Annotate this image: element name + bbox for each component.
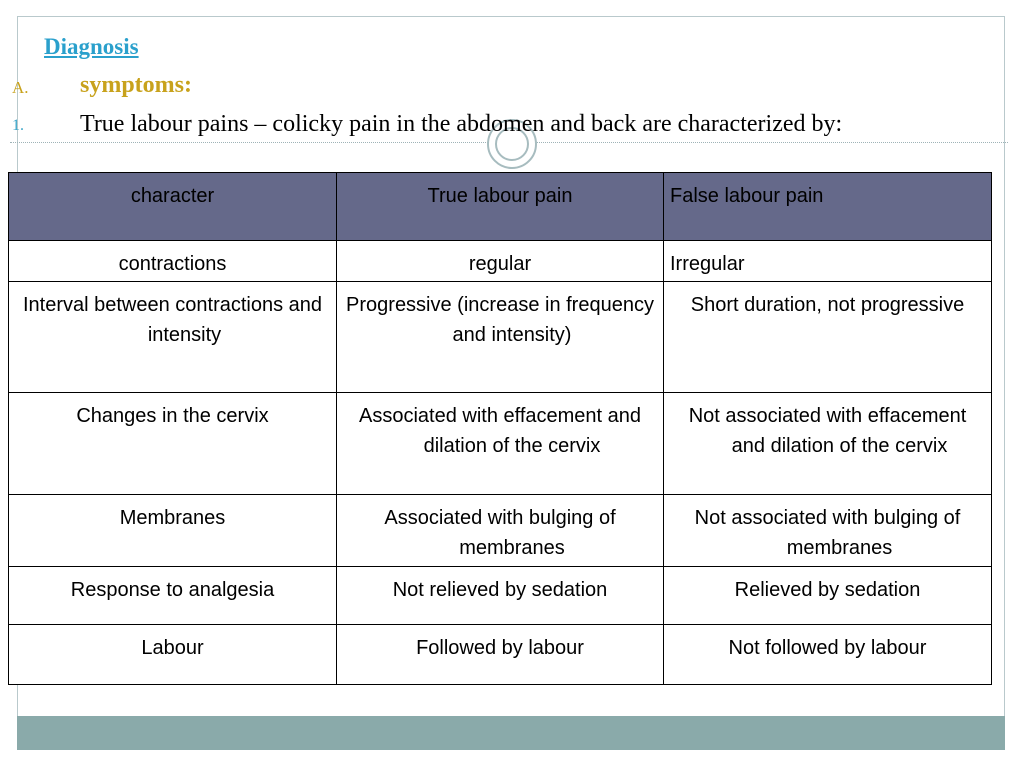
cell-false — [664, 393, 992, 495]
cell-false — [664, 495, 992, 567]
table-row — [9, 241, 992, 282]
cell-false: Relieved by sedation — [664, 567, 992, 625]
cell-text: Short duration, not progressive — [690, 294, 965, 316]
cell-true — [337, 282, 664, 393]
table-row — [9, 393, 992, 495]
cell-text: Interval between contractions and intensity — [22, 294, 323, 346]
cell-character — [9, 282, 337, 393]
table-header-row — [9, 173, 992, 241]
cell-character: Changes in the cervix — [9, 393, 337, 495]
item-marker: 1. — [12, 117, 24, 134]
table-row — [9, 282, 992, 393]
cell-text: Progressive (increase in frequency and intensity) — [346, 294, 654, 346]
table-row — [9, 495, 992, 567]
cell-text: Not associated with bulging of membranes — [694, 507, 961, 559]
cell-false: Irregular — [664, 241, 992, 282]
cell-text: Associated with bulging of membranes — [384, 507, 616, 559]
cell-true — [337, 393, 664, 495]
header-true-labour: True labour pain — [337, 173, 664, 241]
comparison-table — [8, 172, 992, 685]
cell-false — [664, 282, 992, 393]
cell-character: contractions — [9, 241, 337, 282]
cell-true: Followed by labour — [337, 625, 664, 685]
cell-true — [337, 495, 664, 567]
cell-text: Not associated with effacement and dilation of the cervix — [688, 405, 967, 457]
table-row — [9, 567, 992, 625]
table-row — [9, 625, 992, 685]
cell-true: regular — [337, 241, 664, 282]
header-false-labour: False labour pain — [664, 173, 992, 241]
slide-title: Diagnosis — [44, 34, 139, 59]
item-text: True labour pains – colicky pain in the abdomen and back are characterized by: — [80, 111, 843, 137]
footer-bar — [17, 716, 1005, 750]
cell-text: Associated with effacement and dilation of the cervix — [358, 405, 642, 457]
section-heading: symptoms: — [80, 72, 192, 98]
section-marker: A. — [12, 78, 29, 97]
cell-character: Response to analgesia — [9, 567, 337, 625]
cell-true: Not relieved by sedation — [337, 567, 664, 625]
cell-false: Not followed by labour — [664, 625, 992, 685]
cell-character: Membranes — [9, 495, 337, 567]
header-character: character — [9, 173, 337, 241]
cell-character: Labour — [9, 625, 337, 685]
